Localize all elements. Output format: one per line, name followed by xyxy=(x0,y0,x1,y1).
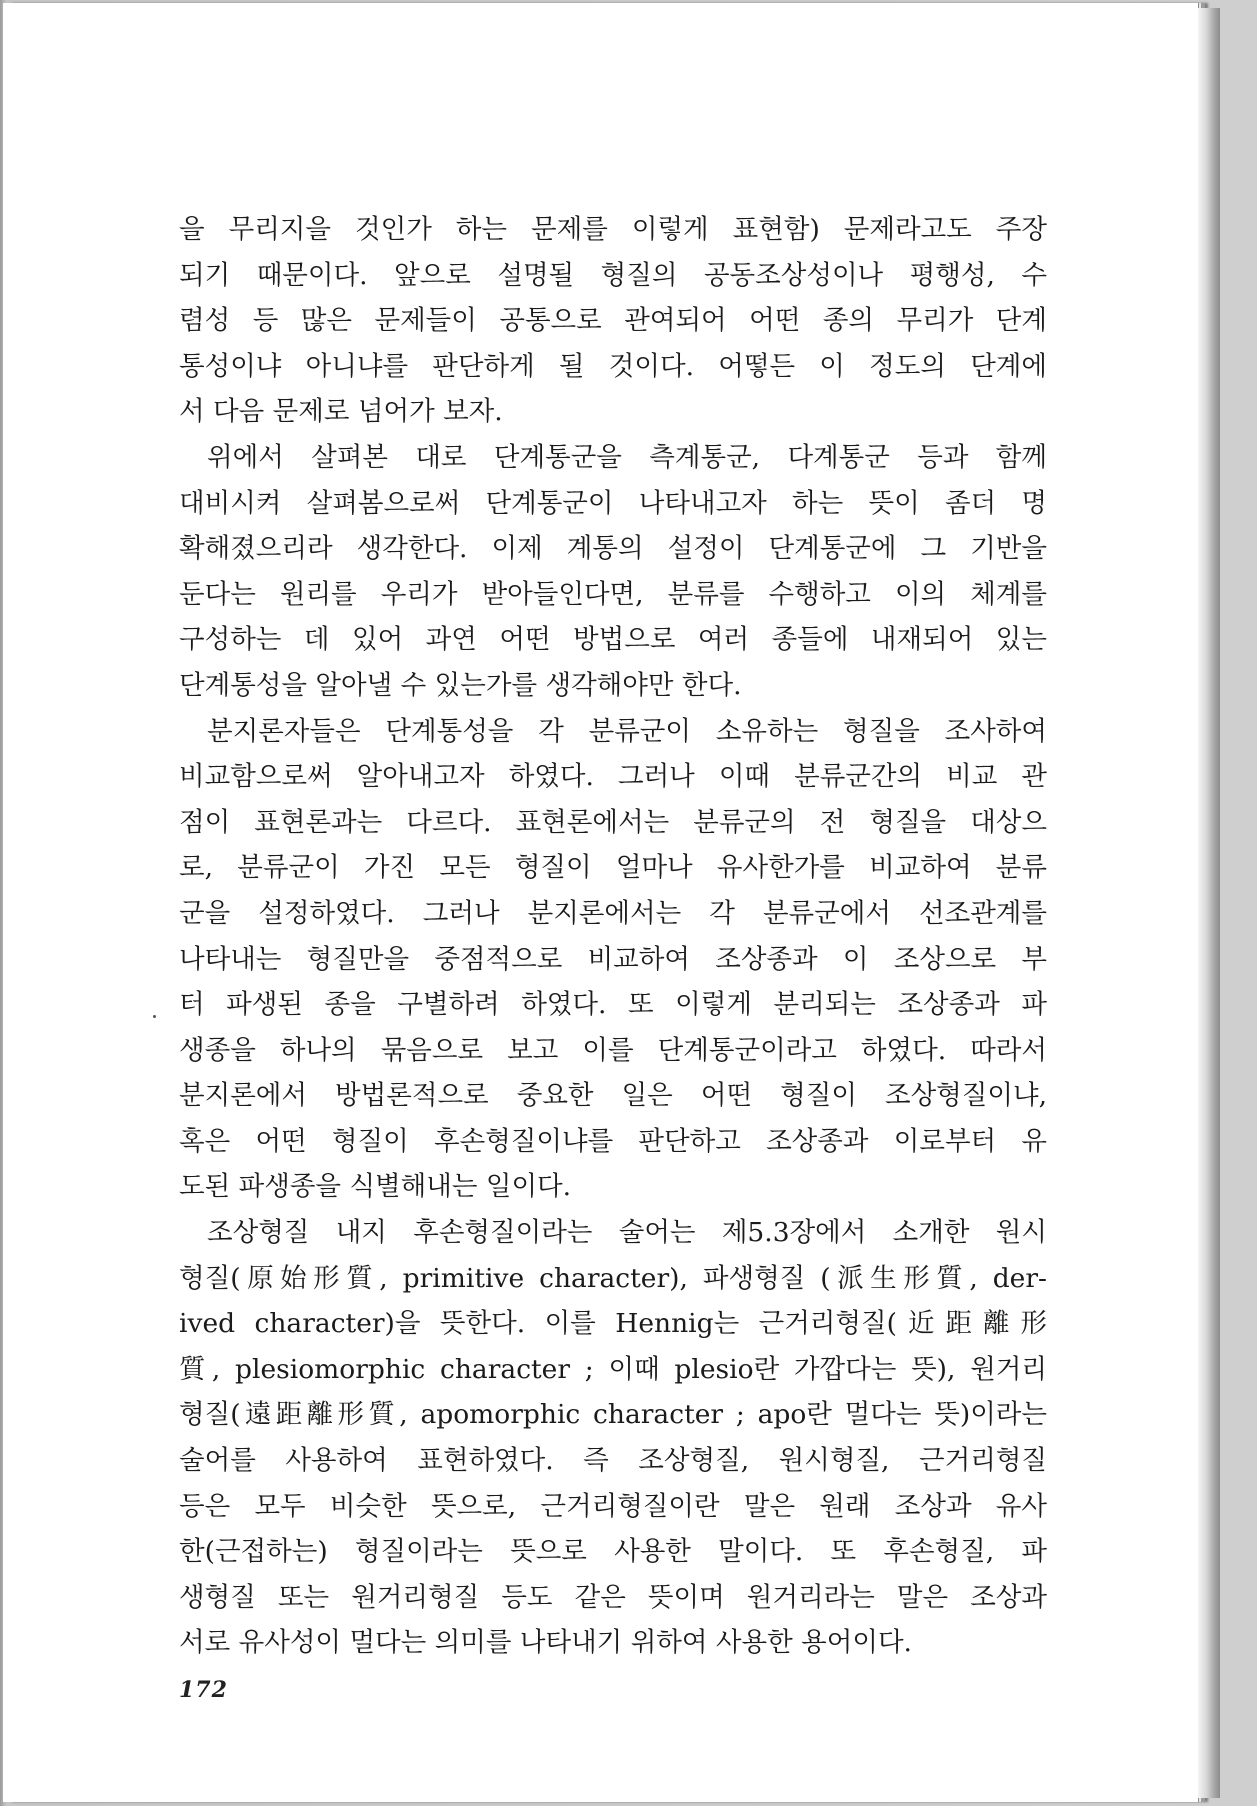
text-line: 단계통성을 알아낼 수 있는가를 생각해야만 한다. xyxy=(179,669,742,701)
text-line: 되기 때문이다. 앞으로 설명될 형질의 공동조상성이나 평행성, 수 xyxy=(179,259,1047,291)
text-line: 생종을 하나의 묶음으로 보고 이를 단계통군이라고 하였다. 따라서 xyxy=(179,1034,1047,1066)
text-line: 구성하는 데 있어 과연 어떤 방법으로 여러 종들에 내재되어 있는 xyxy=(179,624,1047,656)
text-line: 도된 파생종을 식별해내는 일이다. xyxy=(179,1171,572,1203)
text-line: 렴성 등 많은 문제들이 공통으로 관여되어 어떤 종의 무리가 단계 xyxy=(179,305,1047,337)
text-line: 생형질 또는 원거리형질 등도 같은 뜻이며 원거리라는 말은 조상과 xyxy=(179,1581,1047,1613)
text-line: 혹은 어떤 형질이 후손형질이냐를 판단하고 조상종과 이로부터 유 xyxy=(179,1125,1047,1157)
text-line: 분지론에서 방법론적으로 중요한 일은 어떤 형질이 조상형질이냐, xyxy=(179,1080,1047,1112)
text-line: 터 파생된 종을 구별하려 하였다. 또 이렇게 분리되는 조상종과 파 xyxy=(179,989,1047,1021)
text-line: 분지론자들은 단계통성을 각 분류군이 소유하는 형질을 조사하여 xyxy=(207,715,1047,747)
text-line: 비교함으로써 알아내고자 하였다. 그러나 이때 분류군간의 비교 관 xyxy=(179,761,1047,793)
text-line: 위에서 살펴본 대로 단계통군을 측계통군, 다계통군 등과 함께 xyxy=(207,441,1047,473)
text-line: 서 다음 문제로 넘어가 보자. xyxy=(179,396,503,428)
text-line: 군을 설정하였다. 그러나 분지론에서는 각 분류군에서 선조관계를 xyxy=(179,897,1047,929)
text-line: 통성이냐 아니냐를 판단하게 될 것이다. 어떻든 이 정도의 단계에 xyxy=(179,350,1047,382)
text-line: 등은 모두 비슷한 뜻으로, 근거리형질이란 말은 원래 조상과 유사 xyxy=(179,1490,1047,1522)
text-line: 대비시켜 살펴봄으로써 단계통군이 나타내고자 하는 뜻이 좀더 명 xyxy=(179,487,1047,519)
text-line: 을 무리지을 것인가 하는 문제를 이렇게 표현함) 문제라고도 주장 xyxy=(179,214,1047,245)
text-line: 둔다는 원리를 우리가 받아들인다면, 분류를 수행하고 이의 체계를 xyxy=(179,578,1047,610)
text-line: 조상형질 내지 후손형질이라는 술어는 제5.3장에서 소개한 원시 xyxy=(207,1217,1047,1249)
text-line: 확해졌으리라 생각한다. 이제 계통의 설정이 단계통군에 그 기반을 xyxy=(179,533,1047,565)
text-line: 술어를 사용하여 표현하였다. 즉 조상형질, 원시형질, 근거리형질 xyxy=(179,1445,1047,1477)
text-line: 로, 분류군이 가진 모든 형질이 얼마나 유사한가를 비교하여 분류 xyxy=(179,852,1047,884)
text-line: 한(근접하는) 형질이라는 뜻으로 사용한 말이다. 또 후손형질, 파 xyxy=(179,1536,1047,1568)
body-text xyxy=(179,207,1047,1666)
text-line: 점이 표현론과는 다르다. 표현론에서는 분류군의 전 형질을 대상으 xyxy=(179,806,1047,838)
text-line: 서로 유사성이 멀다는 의미를 나타내기 위하여 사용한 용어이다. xyxy=(179,1627,912,1659)
page-number: 172 xyxy=(179,1677,228,1703)
scan-speck xyxy=(153,1015,156,1018)
book-page xyxy=(3,3,1199,1802)
text-line: ived character)을 뜻한다. 이를 Hennig는 근거리형질(近距離形 xyxy=(179,1308,1047,1340)
text-line: 나타내는 형질만을 중점적으로 비교하여 조상종과 이 조상으로 부 xyxy=(179,943,1047,975)
page-edge-shadow xyxy=(1198,8,1220,1798)
text-line: 형질(遠距離形質, apomorphic character ; apo란 멀다는 뜻)이라는 xyxy=(179,1399,1047,1431)
text-line: 質, plesiomorphic character ; 이때 plesio란 가깝다는 뜻), 원거리 xyxy=(179,1353,1047,1385)
text-line: 형질(原始形質, primitive character), 파생형질 (派生形質, der- xyxy=(179,1262,1047,1294)
